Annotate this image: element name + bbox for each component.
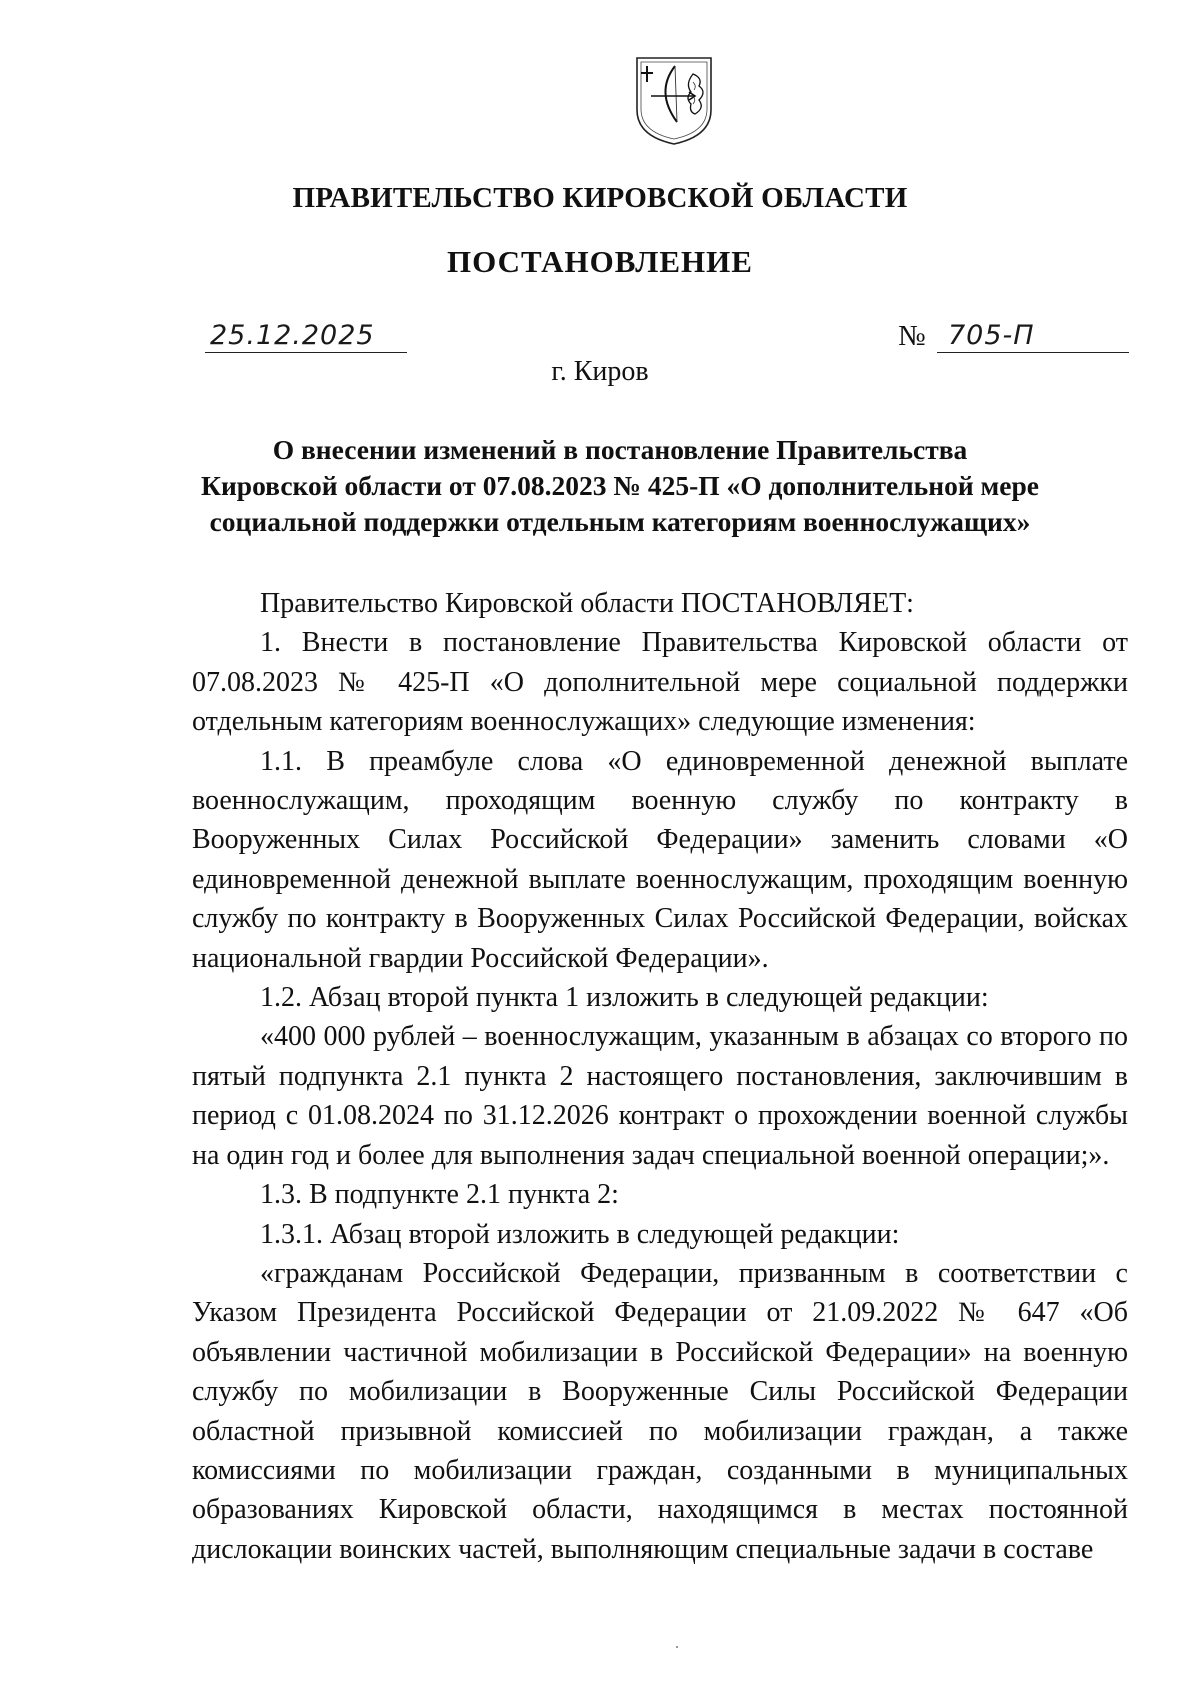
organization-title: ПРАВИТЕЛЬСТВО КИРОВСКОЙ ОБЛАСТИ xyxy=(292,182,908,214)
body-paragraph: 1.3.1. Абзац второй изложить в следующей редакции: xyxy=(260,1218,900,1250)
document-type: ПОСТАНОВЛЕНИЕ xyxy=(447,244,753,279)
number-underline xyxy=(937,352,1129,353)
document-body xyxy=(192,584,1128,1569)
scan-speck xyxy=(676,1646,678,1648)
body-paragraph: 1.3. В подпункте 2.1 пункта 2: xyxy=(260,1179,619,1211)
document-title xyxy=(190,432,1050,540)
kirov-coat-of-arms-icon xyxy=(633,52,715,148)
body-paragraph: 1.2. Абзац второй пункта 1 изложить в следующей редакции: xyxy=(260,982,989,1014)
title-line: Кировской области от 07.08.2023 № 425-П «О дополнительной мере xyxy=(201,470,1039,501)
document-date: 25.12.2025 xyxy=(210,320,375,351)
body-paragraph: «гражданам Российской Федерации, призванным в соответствии с Указом Президента Российской Федерации от 21.09.2022 № 647 «Об объявлении частичной мобилизации в Российской Федерации» на военную службу по мобилизации в Вооруженные Силы Российской Федерации областной призывной комиссией по мобилизации граждан, а также комиссиями по мобилизации граждан, созданными в муниципальных образованиях Кировской области, находящимся в местах постоянной дислокации воинских частей, выполняющим специальные задачи в составе xyxy=(192,1257,1128,1565)
body-paragraph: 1. Внести в постановление Правительства Кировской области от 07.08.2023 № 425-П «О дополнительной мере социальной поддержки отдельным категориям военнослужащих» следующие изменения: xyxy=(192,627,1128,738)
number-label: № xyxy=(898,320,926,352)
body-paragraph: «400 000 рублей – военнослужащим, указанным в абзацах со второго по пятый подпункта 2.1 пункта 2 настоящего постановления, заключившим в период с 01.08.2024 по 31.12.2026 контракт о прохождении военной службы на один год и более для выполнения задач специальной военной операции;». xyxy=(192,1021,1128,1171)
document-number: 705-П xyxy=(948,320,1035,351)
title-line: О внесении изменений в постановление Правительства xyxy=(272,434,968,465)
body-paragraph: 1.1. В преамбуле слова «О единовременной денежной выплате военнослужащим, проходящим военную службу по контракту в Вооруженных Силах Российской Федерации» заменить словами «О единовременной денежной выплате военнослужащим, проходящим военную службу по контракту в Вооруженных Силах Российской Федерации, войсках национальной гвардии Российской Федерации». xyxy=(192,745,1128,974)
date-underline xyxy=(205,352,407,353)
title-line: социальной поддержки отдельным категориям военнослужащих» xyxy=(209,506,1031,537)
city: г. Киров xyxy=(551,356,649,387)
preamble-paragraph: Правительство Кировской области ПОСТАНОВЛЯЕТ: xyxy=(260,588,914,619)
